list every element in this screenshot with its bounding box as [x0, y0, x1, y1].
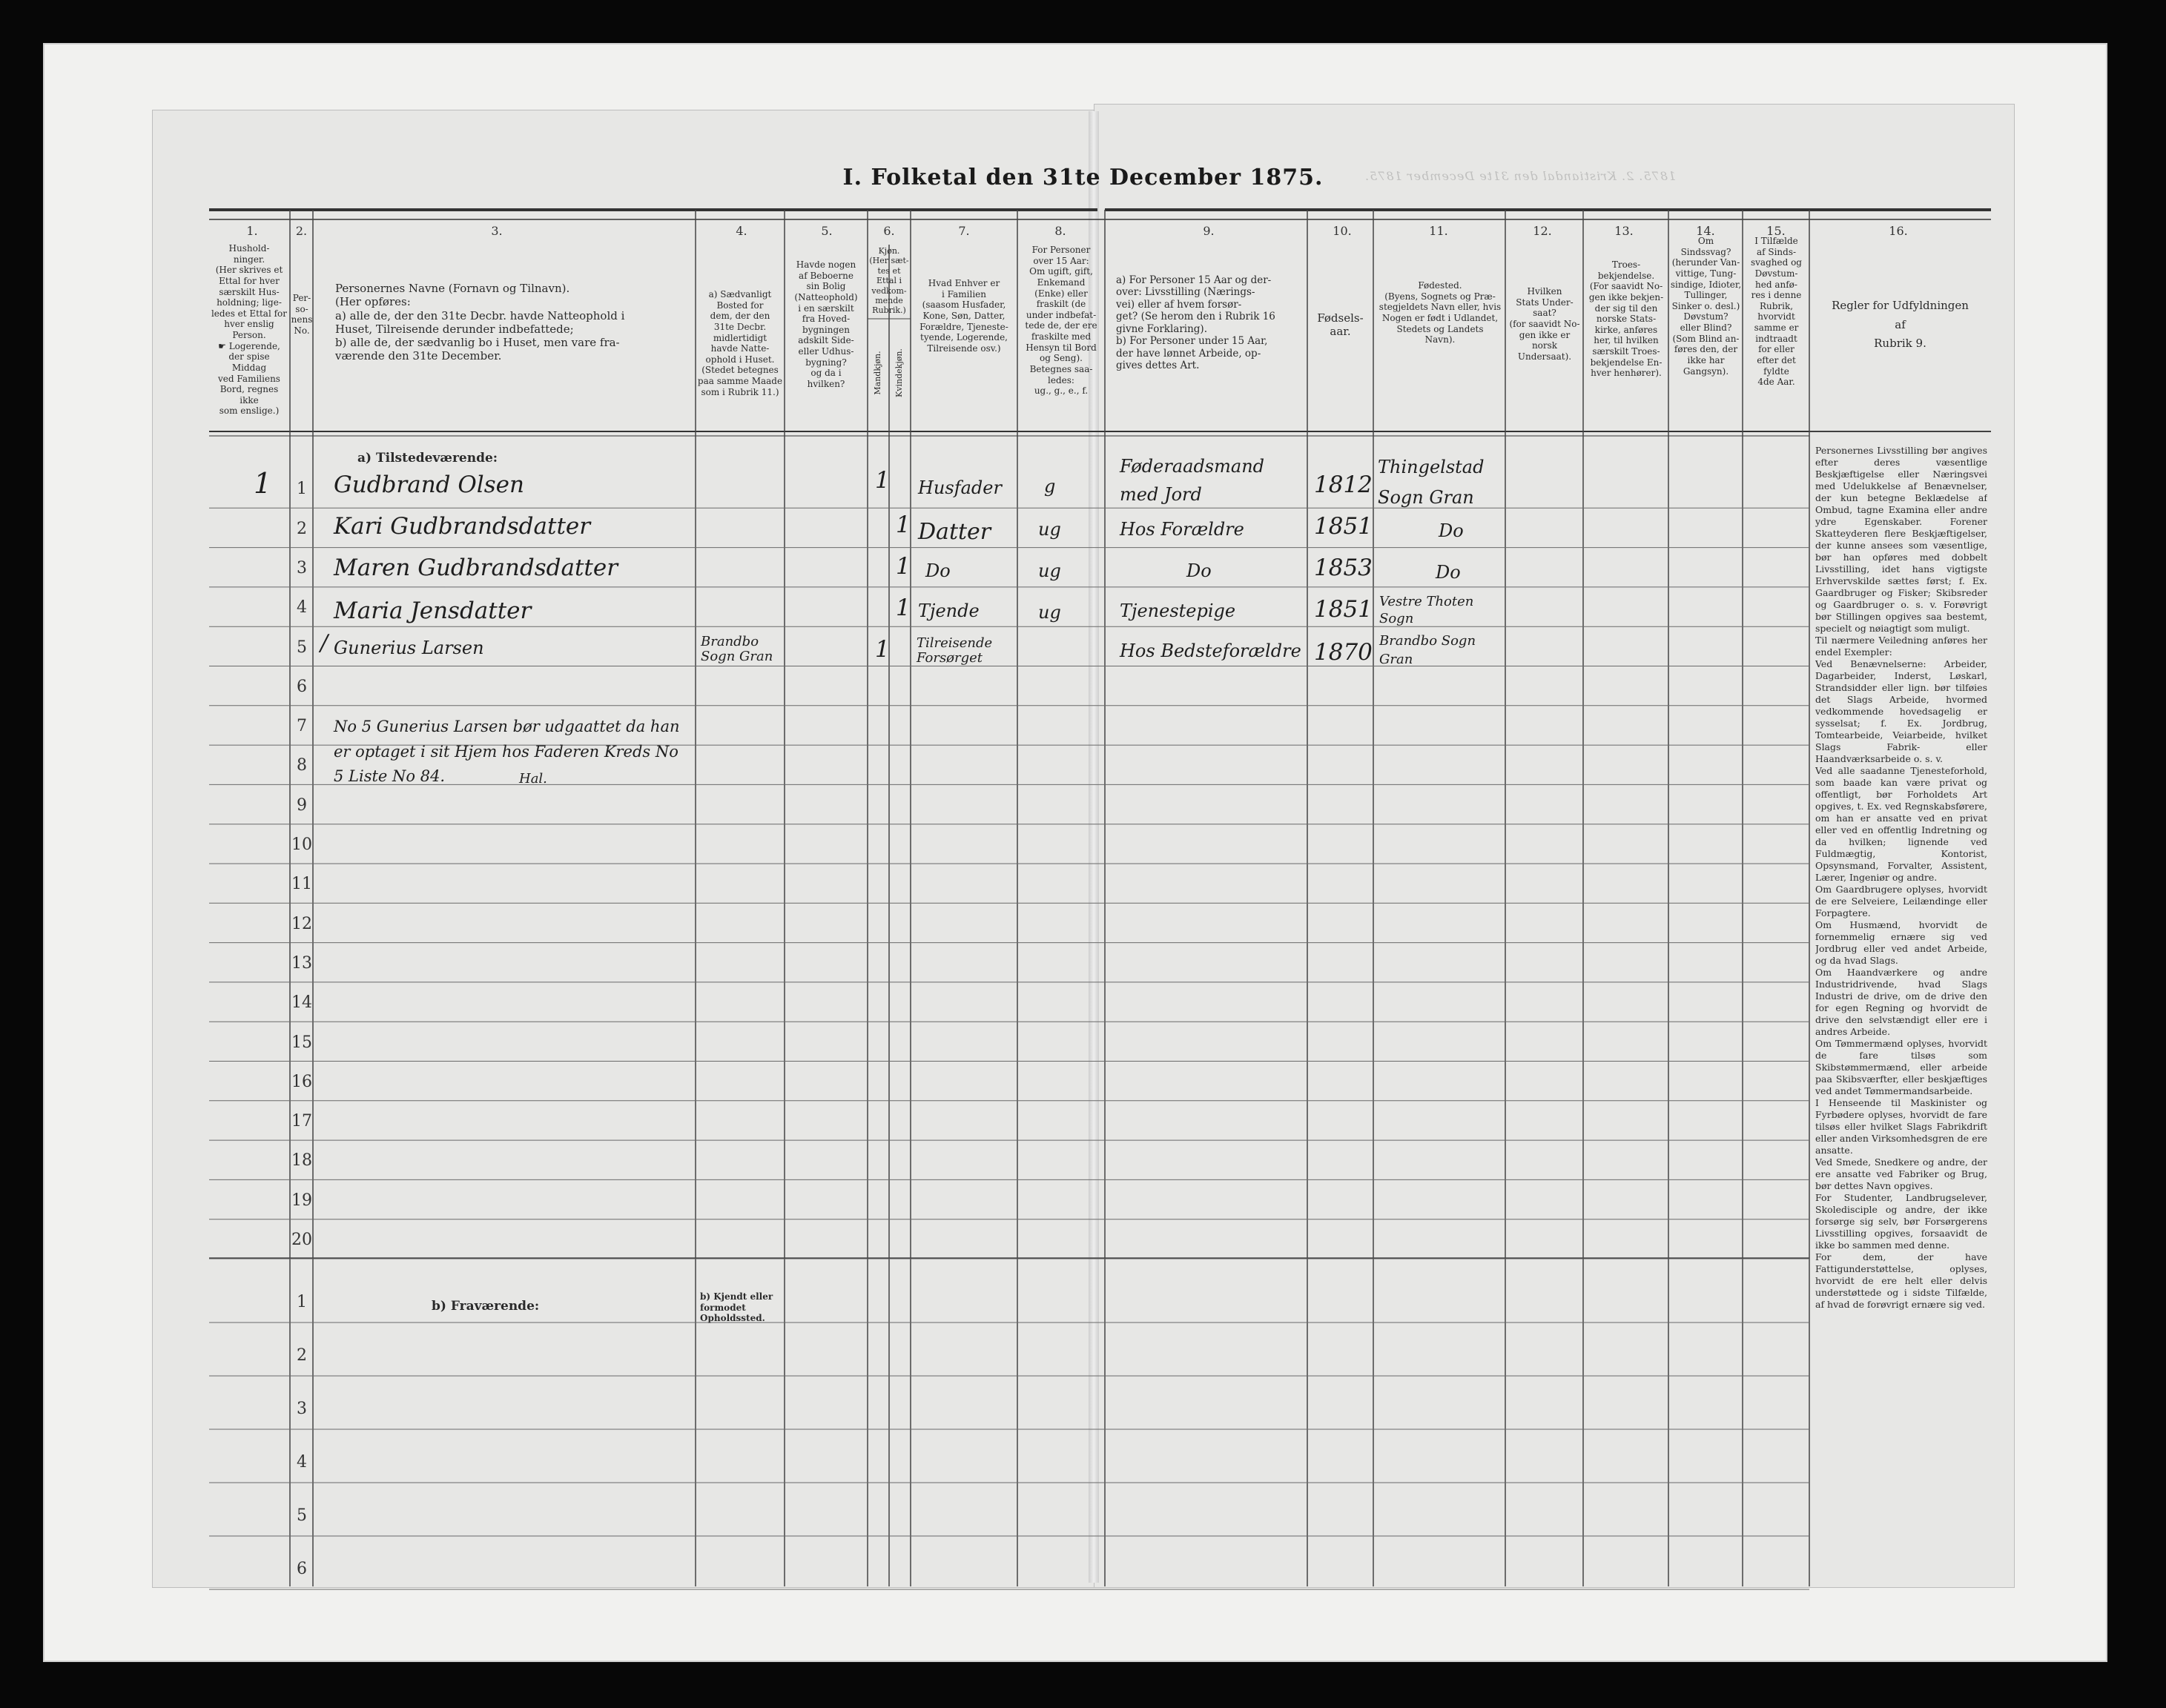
absent-row-number: 6 — [297, 1560, 307, 1578]
absent-row-number: 3 — [297, 1400, 307, 1418]
birthplace-2: Do — [1439, 520, 1464, 541]
family-role-1: Husfader — [918, 477, 1002, 498]
col-number-3: 3. — [491, 224, 503, 238]
row-number: 16 — [291, 1072, 312, 1091]
family-role-2: Datter — [918, 519, 991, 545]
sex-2: 1 — [896, 512, 911, 538]
marital-3: ug — [1038, 560, 1061, 581]
row-number: 13 — [291, 953, 312, 973]
col-number-1: 1. — [246, 224, 258, 238]
margin-correction-signature: Hal. — [519, 771, 547, 787]
col-header-occupation: a) For Personer 15 Aar og der- over: Livsstilling (Nærings- vei) eller af hvem forsør- get? (Se herom den i Rubrik 16 givne Forklaring). b) For Personer under 15 Aar, der have lønnet Arbeide, op- gives dettes Art. — [1116, 274, 1275, 372]
row-number: 1 — [297, 480, 307, 499]
sex-1: 1 — [875, 467, 890, 494]
birth-year-2: 1851 — [1314, 513, 1373, 540]
col-number-12: 12. — [1533, 224, 1552, 238]
person-name-2: Kari Gudbrandsdatter — [334, 513, 591, 540]
col-number-15: 15. — [1766, 224, 1786, 238]
col-header-birth-year: Fødsels- aar. — [1317, 311, 1364, 339]
rubric-9-rules-text: Personernes Livsstilling bør angives efter deres væsentlige Beskjæftigelse eller Næringsvei med Udelukkelse af Benævnelser, der kun betegne Beklædelse af Ombud, tagne Examina eller andre ydre Egenskaber. Forener Skatteyderen flere Beskjæftigelser, der kunne ansees som væsentlige, bør han opføres med dobbelt Livsstilling, idet hans vigtigste Erhvervskilde sættes først; f. Ex. Gaardbruger og Fisker; Skibsreder og Gaardbruger o. s. v. Forøvrigt bør Stillingen opgives saa bestemt, specielt og nøiagtigt som muligt. Til nærmere Veiledning anføres her endel Exempler: Ved Benævnelserne: Arbeider, Dagarbeider, Inderst, Løskarl, Strandsidder eller lign. bør tilføies det Slags Arbeide, hvormed vedkommende hovedsagelig er sysselsat; f. Ex. Jordbrug, Tomtearbeide, Veiarbeide, hvilket Slags Fabrik- eller Haandværksarbeide o. s. v. Ved alle saadanne Tjenesteforhold, som baade kan være privat og offentligt, bør Forholdets Art opgives, t. Ex. ved Regnskabsførere, om han er ansatte ved en privat eller ved en offentlig Indretning og da hvilken; lignende ved Fuldmægtig, Kontorist, Opsynsmand, Forvalter, Assistent, Lærer, Ingeniør og andre. Om Gaardbrugere oplyses, hvorvidt de ere Selveiere, Leilændinge eller Forpagtere. Om Husmænd, hvorvidt de fornemmelig ernære sig ved Jordbrug eller ved andet Arbeide, og da hvad Slags. Om Haandværkere og andre Industridrivende, hvad Slags Industri de drive, om de drive den for egen Regning og hvorvidt de drive den selvstændigt eller ere i andres Arbeide. Om Tømmermænd oplyses, hvorvidt de fare tilsøs som Skibstømmermænd, eller arbeide paa Skibsværfter, eller beskjæftiges ved andet Tømmermandsarbeide. I Henseende til Maskinister og Fyrbødere oplyses, hvorvidt de fare tilsøs eller hvilket Slags Fabrikdrift eller anden Virksomhedsgren de ere ansatte. Ved Smede, Snedkere og andre, der ere ansatte ved Fabriker og Brug, bør dettes Navn opgives. For Studenter, Landbrugselever, Skoledisciple og andre, der ikke forsørge sig selv, bør Forsørgerens Livsstilling opgives, forsaavidt de ikke bo sammen med denne. For dem, der have Fattigunderstøttelse, oplyses, hvorvidt de ere helt eller delvis understøttede og i sidste Tilfælde, af hvad de forøvrigt ernære sig ved. — [1815, 445, 1987, 1310]
col-number-11: 11. — [1429, 224, 1448, 238]
col-header-person-no: Per- so- nens No. — [291, 293, 313, 336]
sex-3: 1 — [896, 553, 911, 580]
page-title: I. Folketal den 31te December 1875. — [842, 165, 1324, 191]
col-number-8: 8. — [1054, 224, 1066, 238]
birthplace-1: Thingelstad Sogn Gran — [1378, 457, 1485, 508]
usual-residence-5: Brandbo Sogn Gran — [701, 634, 773, 664]
col-number-14: 14. — [1696, 224, 1715, 238]
absent-row-number: 1 — [297, 1293, 307, 1311]
row-number: 4 — [297, 598, 307, 618]
household-mark-5: / — [320, 630, 328, 656]
col-header-usual-residence: a) Sædvanligt Bosted for dem, der den 31te Decbr. midlertidigt havde Natte- ophold i Huset. (Stedet betegnes paa samme Maade som i Rubrik 11.) — [697, 289, 783, 397]
mirrored-header-bleedthrough: 1875. 2. Kristiandal den 31te December 1875. — [1364, 169, 1677, 183]
sex-5: 1 — [875, 636, 890, 663]
person-name-4: Maria Jensdatter — [334, 598, 532, 624]
absent-row-number: 4 — [297, 1453, 307, 1472]
col-header-nationality: Hvilken Stats Under- saat? (for saavidt No- gen ikke er norsk Undersaat). — [1509, 286, 1580, 362]
col-header-rules: Regler for Udfyldningen af Rubrik 9. — [1832, 299, 1969, 350]
marital-4: ug — [1038, 602, 1061, 623]
birth-year-4: 1851 — [1314, 596, 1373, 623]
row-number: 7 — [297, 717, 307, 736]
col-header-sex: Kjøn. (Her sæt- tes et Ettal i vedkom- mende Rubrik.) — [869, 246, 909, 316]
col-number-13: 13. — [1614, 224, 1634, 238]
row-number: 2 — [297, 519, 307, 538]
absent-residence-header: b) Kjendt eller formodet Opholdssted. — [700, 1291, 773, 1324]
person-name-5: Gunerius Larsen — [334, 638, 484, 658]
person-name-3: Maren Gudbrandsdatter — [334, 555, 618, 581]
family-role-3: Do — [925, 560, 951, 581]
sex-4: 1 — [896, 595, 911, 621]
col-header-disability: Om Sindssvag? (herunder Van- vittige, Tung- sindige, Idioter, Tullinger, Sinker o. desl.) Døvstum? eller Blind? (Som Blind an- føres den, der ikke har Gangsyn). — [1670, 236, 1742, 377]
row-number: 3 — [297, 558, 307, 577]
row-number: 15 — [291, 1033, 312, 1052]
col-header-birthplace: Fødested. (Byens, Sognets og Præ- stegjeldets Navn eller, hvis Nogen er født i Udlandet, Stedets og Landets Navn). — [1378, 280, 1502, 345]
section-present: a) Tilstedeværende: — [357, 451, 498, 466]
col-number-10: 10. — [1333, 224, 1352, 238]
col-number-6: 6. — [883, 224, 895, 238]
occupation-2: Hos Forældre — [1120, 519, 1244, 540]
col-number-2: 2. — [295, 224, 308, 238]
row-number: 14 — [291, 993, 312, 1013]
col-header-names: Personernes Navne (Fornavn og Tilnavn). (Her opføres: a) alle de, der den 31te Decbr. havde Natteophold i Huset, Tilreisende derunder indbefattede; b) alle de, der sædvanlig bo i Huset, men vare fra- værende den 31te December. — [335, 282, 625, 363]
occupation-4: Tjenestepige — [1120, 600, 1236, 621]
family-role-5: Tilreisende Forsørget — [917, 635, 993, 666]
section-absent: b) Fraværende: — [432, 1299, 540, 1314]
occupation-5: Hos Bedsteforældre — [1120, 640, 1301, 661]
row-number: 12 — [291, 914, 312, 933]
birth-year-3: 1853 — [1314, 555, 1373, 581]
col-header-sex-female: Kvindekjøn. — [894, 348, 904, 397]
col-header-households: Hushold- ninger. (Her skrives et Ettal for hver særskilt Hus- holdning; lige- ledes et Ettal for hver enslig Person. ☛ Logerende, der spise Middag ved Familiens Bord, regnes ikke som enslige.) — [211, 243, 288, 417]
marital-2: ug — [1038, 519, 1061, 540]
row-number: 20 — [291, 1231, 312, 1249]
col-header-sex-male: Mandkjøn. — [873, 351, 882, 395]
col-header-marital: For Personer over 15 Aar: Om ugift, gift, Enkemand (Enke) eller fraskilt (de under indbefat- tede de, der ere fraskilte med Hensyn til Bord og Seng). Betegnes saa- ledes: ug., g., e., f. — [1025, 245, 1097, 397]
birthplace-4: Vestre Thoten Sogn — [1379, 594, 1474, 627]
col-number-7: 7. — [958, 224, 970, 238]
col-header-outbuilding: Havde nogen af Beboerne sin Bolig (Natteophold) i en særskilt fra Hoved- bygningen adskilt Side- eller Udhus- bygning? og da i hvilken? — [794, 259, 858, 389]
person-name-1: Gudbrand Olsen — [334, 471, 524, 498]
absent-row-number: 2 — [297, 1346, 307, 1365]
family-role-4: Tjende — [918, 600, 980, 621]
col-header-disability-onset: I Tilfælde af Sinds- svaghed og Døvstum- hed anfø- res i denne Rubrik, hvorvidt samme er indtraadt for eller efter det fyldte 4de Aar. — [1750, 236, 1802, 388]
row-number: 11 — [291, 875, 312, 894]
household-mark-1: 1 — [254, 467, 272, 500]
row-number: 6 — [297, 677, 307, 696]
occupation-3: Do — [1186, 560, 1212, 581]
marital-1: g — [1044, 476, 1056, 497]
row-number: 9 — [297, 795, 307, 815]
col-header-religion: Troes- bekjendelse. (For saavidt No- gen ikke bekjen- der sig til den norske Stats- kirke, anføres her, til hvilken særskilt Troes- bekjendelse En- hver henhører). — [1588, 259, 1664, 379]
birthplace-5: Brandbo Sogn Gran — [1379, 633, 1476, 668]
col-number-4: 4. — [736, 224, 747, 238]
row-number: 17 — [291, 1112, 312, 1131]
margin-correction-note: No 5 Gunerius Larsen bør udgaattet da han er optaget i sit Hjem hos Faderen Kreds No 5 Liste No 84. — [334, 718, 680, 786]
col-number-9: 9. — [1203, 224, 1215, 238]
row-number: 5 — [297, 638, 307, 657]
col-number-16: 16. — [1889, 224, 1908, 238]
row-number: 18 — [291, 1151, 312, 1171]
col-header-family-role: Hvad Enhver er i Familien (saasom Husfader, Kone, Søn, Datter, Forældre, Tjeneste- tyende, Logerende, Tilreisende osv.) — [919, 278, 1008, 354]
birth-year-5: 1870 — [1314, 639, 1373, 666]
row-number: 8 — [297, 756, 307, 775]
birth-year-1: 1812 — [1314, 471, 1373, 498]
row-number: 19 — [291, 1191, 312, 1210]
row-number: 10 — [291, 835, 312, 854]
occupation-1: Føderaadsmand med Jord — [1120, 456, 1265, 506]
birthplace-3: Do — [1436, 562, 1461, 583]
col-number-5: 5. — [821, 224, 833, 238]
absent-row-number: 5 — [297, 1506, 307, 1525]
